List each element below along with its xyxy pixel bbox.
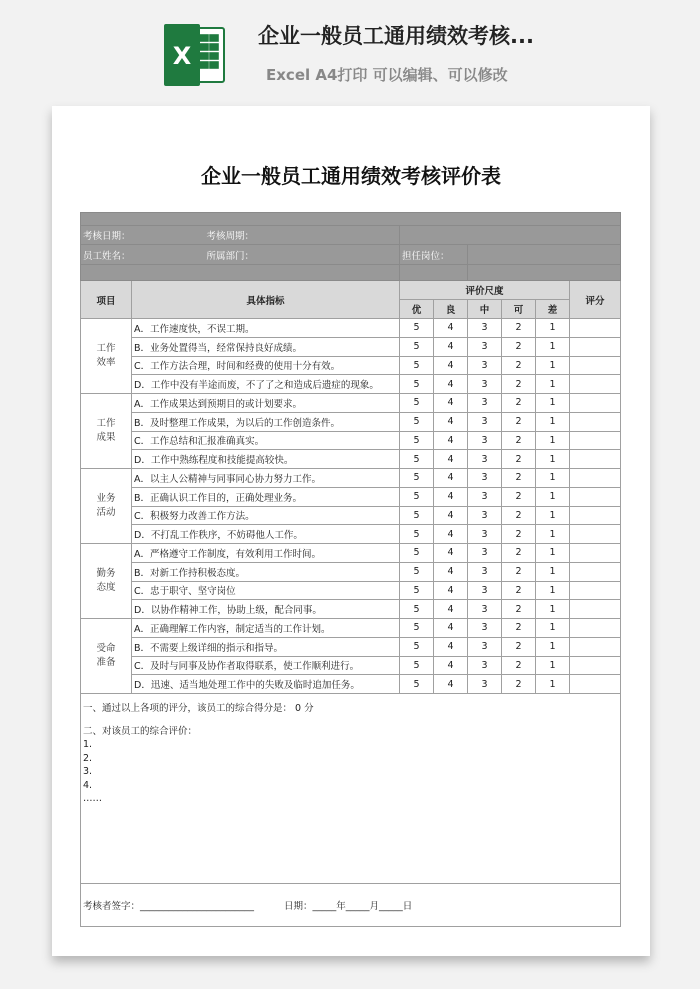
scale-value-cell[interactable]: 4	[434, 412, 468, 431]
scale-value-cell[interactable]: 5	[400, 356, 434, 375]
grey-top-band	[81, 213, 621, 226]
indicator-text: B．不需要上级详细的指示和指导。	[132, 637, 400, 656]
level-header: 优	[400, 300, 434, 319]
score-cell[interactable]	[570, 412, 621, 431]
indicator-text: C．忠于职守、坚守岗位	[132, 581, 400, 600]
indicator-text: B．及时整理工作成果，为以后的工作创造条件。	[132, 412, 400, 431]
scale-value-cell[interactable]: 3	[468, 375, 502, 394]
scale-value-cell[interactable]: 1	[536, 412, 570, 431]
score-cell[interactable]	[570, 356, 621, 375]
scale-value-cell[interactable]: 2	[502, 487, 536, 506]
total-score-line: 一、通过以上各项的评分，该员工的综合得分是： 0 分	[83, 703, 314, 714]
scale-value-cell[interactable]: 4	[434, 562, 468, 581]
scale-value-cell[interactable]: 2	[502, 562, 536, 581]
evaluation-line: 2.	[83, 752, 93, 764]
scale-value-cell[interactable]: 4	[434, 450, 468, 469]
scale-value-cell[interactable]: 3	[468, 600, 502, 619]
scale-value-cell[interactable]: 5	[400, 469, 434, 488]
scale-value-cell[interactable]: 3	[468, 450, 502, 469]
scale-value-cell[interactable]: 3	[468, 319, 502, 338]
score-cell[interactable]	[570, 600, 621, 619]
scale-value-cell[interactable]: 5	[400, 656, 434, 675]
indicator-text: D．以协作精神工作，协助上级，配合同事。	[132, 600, 400, 619]
indicator-row	[81, 562, 621, 581]
signature-cell	[81, 884, 621, 927]
score-cell[interactable]	[570, 506, 621, 525]
scale-value-cell[interactable]: 1	[536, 375, 570, 394]
scale-value-cell[interactable]: 5	[400, 450, 434, 469]
indicator-text: B．正确认识工作目的，正确处理业务。	[132, 487, 400, 506]
score-cell[interactable]	[570, 319, 621, 338]
indicator-header: 具体指标	[132, 281, 400, 319]
score-header: 评分	[570, 281, 621, 319]
indicator-row	[81, 469, 621, 488]
category-cell	[81, 319, 132, 394]
info-row-employee	[81, 245, 621, 265]
scale-value-cell[interactable]: 2	[502, 412, 536, 431]
summary-row	[81, 694, 621, 884]
indicator-text: D．不打乱工作秩序，不妨碍他人工作。	[132, 525, 400, 544]
scale-value-cell[interactable]: 3	[468, 562, 502, 581]
scale-value-cell[interactable]: 1	[536, 675, 570, 694]
indicator-row	[81, 431, 621, 450]
scale-value-cell[interactable]: 1	[536, 469, 570, 488]
indicator-text: C．及时与同事及协作者取得联系，使工作顺利进行。	[132, 656, 400, 675]
indicator-row	[81, 337, 621, 356]
post-label: 担任岗位：	[402, 250, 450, 262]
indicator-row	[81, 581, 621, 600]
signature-row	[81, 884, 621, 927]
indicator-text: A．严格遵守工作制度，有效利用工作时间。	[132, 544, 400, 563]
scale-value-cell[interactable]: 5	[400, 319, 434, 338]
scale-value-cell[interactable]: 5	[400, 562, 434, 581]
scale-value-cell[interactable]: 3	[468, 506, 502, 525]
score-cell[interactable]	[570, 337, 621, 356]
scale-value-cell[interactable]: 1	[536, 525, 570, 544]
scale-value-cell[interactable]: 3	[468, 525, 502, 544]
scale-value-cell[interactable]: 2	[502, 525, 536, 544]
indicator-row	[81, 487, 621, 506]
score-cell[interactable]	[570, 487, 621, 506]
category-name: 勤务态度	[96, 568, 116, 593]
score-cell[interactable]	[570, 431, 621, 450]
indicator-text: C．积极努力改善工作方法。	[132, 506, 400, 525]
scale-value-cell[interactable]: 5	[400, 487, 434, 506]
scale-value-cell[interactable]: 4	[434, 656, 468, 675]
scale-value-cell[interactable]: 4	[434, 431, 468, 450]
scale-value-cell[interactable]: 1	[536, 319, 570, 338]
scale-value-cell[interactable]: 4	[434, 337, 468, 356]
summary-cell[interactable]	[81, 694, 621, 884]
indicator-text: C．工作总结和汇报准确真实。	[132, 431, 400, 450]
category-cell	[81, 469, 132, 544]
scale-value-cell[interactable]: 4	[434, 356, 468, 375]
scale-value-cell[interactable]: 2	[502, 506, 536, 525]
scale-value-cell[interactable]: 5	[400, 619, 434, 638]
spacer	[83, 716, 618, 725]
indicator-row	[81, 375, 621, 394]
page-header	[0, 0, 700, 100]
score-cell[interactable]	[570, 637, 621, 656]
scale-value-cell[interactable]: 3	[468, 487, 502, 506]
scale-value-cell[interactable]: 1	[536, 450, 570, 469]
category-name: 工作效率	[96, 343, 116, 368]
evaluation-table	[80, 212, 621, 927]
level-header: 中	[468, 300, 502, 319]
scale-value-cell[interactable]: 1	[536, 431, 570, 450]
dept-label: 所属部门：	[206, 250, 255, 262]
scale-value-cell[interactable]: 1	[536, 619, 570, 638]
scale-value-cell[interactable]: 3	[468, 394, 502, 413]
scale-value-cell[interactable]: 4	[434, 487, 468, 506]
scale-value-cell[interactable]: 2	[502, 544, 536, 563]
scale-value-cell[interactable]: 5	[400, 394, 434, 413]
scale-value-cell[interactable]: 1	[536, 337, 570, 356]
indicator-row	[81, 675, 621, 694]
evaluation-line: 1.	[83, 739, 93, 750]
scale-value-cell[interactable]: 1	[536, 356, 570, 375]
indicator-text: A．工作速度快，不误工期。	[132, 319, 400, 338]
score-cell[interactable]	[570, 450, 621, 469]
scale-value-cell[interactable]: 4	[434, 394, 468, 413]
indicator-row	[81, 450, 621, 469]
scale-value-cell[interactable]: 5	[400, 637, 434, 656]
scale-value-cell[interactable]: 4	[434, 525, 468, 544]
document-title: 企业一般员工通用绩效考核...	[258, 24, 534, 48]
scale-value-cell[interactable]: 5	[400, 581, 434, 600]
scale-value-cell[interactable]: 3	[468, 656, 502, 675]
evaluation-line: ……	[83, 793, 102, 804]
scale-value-cell[interactable]: 2	[502, 469, 536, 488]
indicator-row	[81, 619, 621, 638]
info-row-date	[81, 226, 621, 245]
indicator-text: A．工作成果达到预期目的或计划要求。	[132, 394, 400, 413]
scale-value-cell[interactable]: 5	[400, 375, 434, 394]
scale-value-cell[interactable]: 4	[434, 506, 468, 525]
scale-value-cell[interactable]: 5	[400, 431, 434, 450]
evaluation-title: 二、对该员工的综合评价：	[83, 725, 198, 737]
scale-value-cell[interactable]: 3	[468, 356, 502, 375]
scale-value-cell[interactable]: 5	[400, 337, 434, 356]
scale-value-cell[interactable]: 2	[502, 337, 536, 356]
level-header: 可	[502, 300, 536, 319]
scale-value-cell[interactable]: 4	[434, 637, 468, 656]
indicator-text: C．工作方法合理，时间和经费的使用十分有效。	[132, 356, 400, 375]
score-cell[interactable]	[570, 375, 621, 394]
scale-value-cell[interactable]: 4	[434, 581, 468, 600]
scale-value-cell[interactable]: 1	[536, 656, 570, 675]
scale-value-cell[interactable]: 2	[502, 431, 536, 450]
score-cell[interactable]	[570, 525, 621, 544]
scale-value-cell[interactable]: 2	[502, 356, 536, 375]
name-label: 员工姓名：	[83, 250, 131, 262]
category-cell	[81, 394, 132, 469]
scale-value-cell[interactable]: 5	[400, 600, 434, 619]
scale-value-cell[interactable]: 2	[502, 600, 536, 619]
indicator-row	[81, 656, 621, 675]
indicator-text: A．正确理解工作内容，制定适当的工作计划。	[132, 619, 400, 638]
scale-value-cell[interactable]: 4	[434, 319, 468, 338]
scale-value-cell[interactable]: 4	[434, 675, 468, 694]
scale-value-cell[interactable]: 5	[400, 675, 434, 694]
scale-value-cell[interactable]: 4	[434, 619, 468, 638]
scale-value-cell[interactable]: 3	[468, 675, 502, 694]
scale-value-cell[interactable]: 1	[536, 506, 570, 525]
scale-value-cell[interactable]: 2	[502, 637, 536, 656]
scale-value-cell[interactable]: 5	[400, 525, 434, 544]
scale-value-cell[interactable]: 4	[434, 469, 468, 488]
scale-value-cell[interactable]: 4	[434, 375, 468, 394]
scale-value-cell[interactable]: 3	[468, 637, 502, 656]
indicator-text: D．迅速、适当地处理工作中的失败及临时追加任务。	[132, 675, 400, 694]
category-cell	[81, 544, 132, 619]
indicator-row	[81, 356, 621, 375]
indicator-row	[81, 600, 621, 619]
scale-value-cell[interactable]: 2	[502, 319, 536, 338]
indicator-row	[81, 319, 621, 338]
item-header: 项目	[81, 281, 132, 319]
date-label: 考核日期：	[83, 231, 131, 242]
scale-value-cell[interactable]: 1	[536, 544, 570, 563]
scale-value-cell[interactable]: 2	[502, 450, 536, 469]
scale-value-cell[interactable]: 1	[536, 637, 570, 656]
category-name: 受命准备	[96, 643, 116, 668]
scale-value-cell[interactable]: 2	[502, 675, 536, 694]
category-cell	[81, 619, 132, 694]
score-cell[interactable]	[570, 581, 621, 600]
grey-spacer-row	[81, 265, 621, 281]
scale-value-cell[interactable]: 1	[536, 394, 570, 413]
scale-value-cell[interactable]: 3	[468, 619, 502, 638]
indicator-row	[81, 525, 621, 544]
scale-value-cell[interactable]: 2	[502, 581, 536, 600]
document-subtitle: Excel A4打印 可以编辑、可以修改	[266, 66, 508, 84]
indicator-row	[81, 412, 621, 431]
score-cell[interactable]	[570, 656, 621, 675]
scale-value-cell[interactable]: 1	[536, 600, 570, 619]
period-label: 考核周期：	[206, 231, 255, 242]
score-cell[interactable]	[570, 675, 621, 694]
scale-header: 评价尺度	[400, 281, 570, 300]
scale-value-cell[interactable]: 3	[468, 544, 502, 563]
scale-value-cell[interactable]: 5	[400, 506, 434, 525]
scale-value-cell[interactable]: 1	[536, 562, 570, 581]
scale-value-cell[interactable]: 2	[502, 375, 536, 394]
category-name: 工作成果	[96, 418, 116, 443]
scale-value-cell[interactable]: 1	[536, 487, 570, 506]
indicator-text: D．工作中熟练程度和技能提高较快。	[132, 450, 400, 469]
level-header: 差	[536, 300, 570, 319]
scale-value-cell[interactable]: 3	[468, 431, 502, 450]
scale-value-cell[interactable]: 3	[468, 469, 502, 488]
indicator-text: D．工作中没有半途而废，不了了之和造成后遗症的现象。	[132, 375, 400, 394]
score-cell[interactable]	[570, 562, 621, 581]
scale-value-cell[interactable]: 5	[400, 544, 434, 563]
scale-value-cell[interactable]: 4	[434, 544, 468, 563]
indicator-row	[81, 637, 621, 656]
signer-field[interactable]: 考核者签字：________________________	[83, 901, 255, 912]
category-name: 业务活动	[96, 493, 116, 518]
excel-icon	[162, 22, 228, 88]
scale-value-cell[interactable]: 2	[502, 394, 536, 413]
evaluation-line: 3.	[83, 766, 93, 777]
scale-value-cell[interactable]: 3	[468, 581, 502, 600]
header-row-1	[81, 281, 621, 300]
evaluation-line: 4.	[83, 779, 93, 791]
scale-value-cell[interactable]: 3	[468, 412, 502, 431]
excel-icon-letter: X	[172, 42, 192, 70]
level-header: 良	[434, 300, 468, 319]
indicator-row	[81, 506, 621, 525]
score-cell[interactable]	[570, 394, 621, 413]
scale-value-cell[interactable]: 2	[502, 656, 536, 675]
indicator-text: B．业务处置得当，经常保持良好成绩。	[132, 337, 400, 356]
form-title: 企业一般员工通用绩效考核评价表	[201, 164, 501, 188]
score-cell[interactable]	[570, 619, 621, 638]
indicator-row	[81, 544, 621, 563]
score-cell[interactable]	[570, 469, 621, 488]
scale-value-cell[interactable]: 5	[400, 412, 434, 431]
form-paper	[52, 106, 650, 956]
scale-value-cell[interactable]: 2	[502, 619, 536, 638]
scale-value-cell[interactable]: 1	[536, 581, 570, 600]
scale-value-cell[interactable]: 4	[434, 600, 468, 619]
indicator-text: A．以主人公精神与同事同心协力努力工作。	[132, 469, 400, 488]
score-cell[interactable]	[570, 544, 621, 563]
scale-value-cell[interactable]: 3	[468, 337, 502, 356]
indicator-text: B．对新工作持积极态度。	[132, 562, 400, 581]
indicator-row	[81, 394, 621, 413]
date-field[interactable]: 日期：_____年_____月_____日	[284, 901, 413, 912]
